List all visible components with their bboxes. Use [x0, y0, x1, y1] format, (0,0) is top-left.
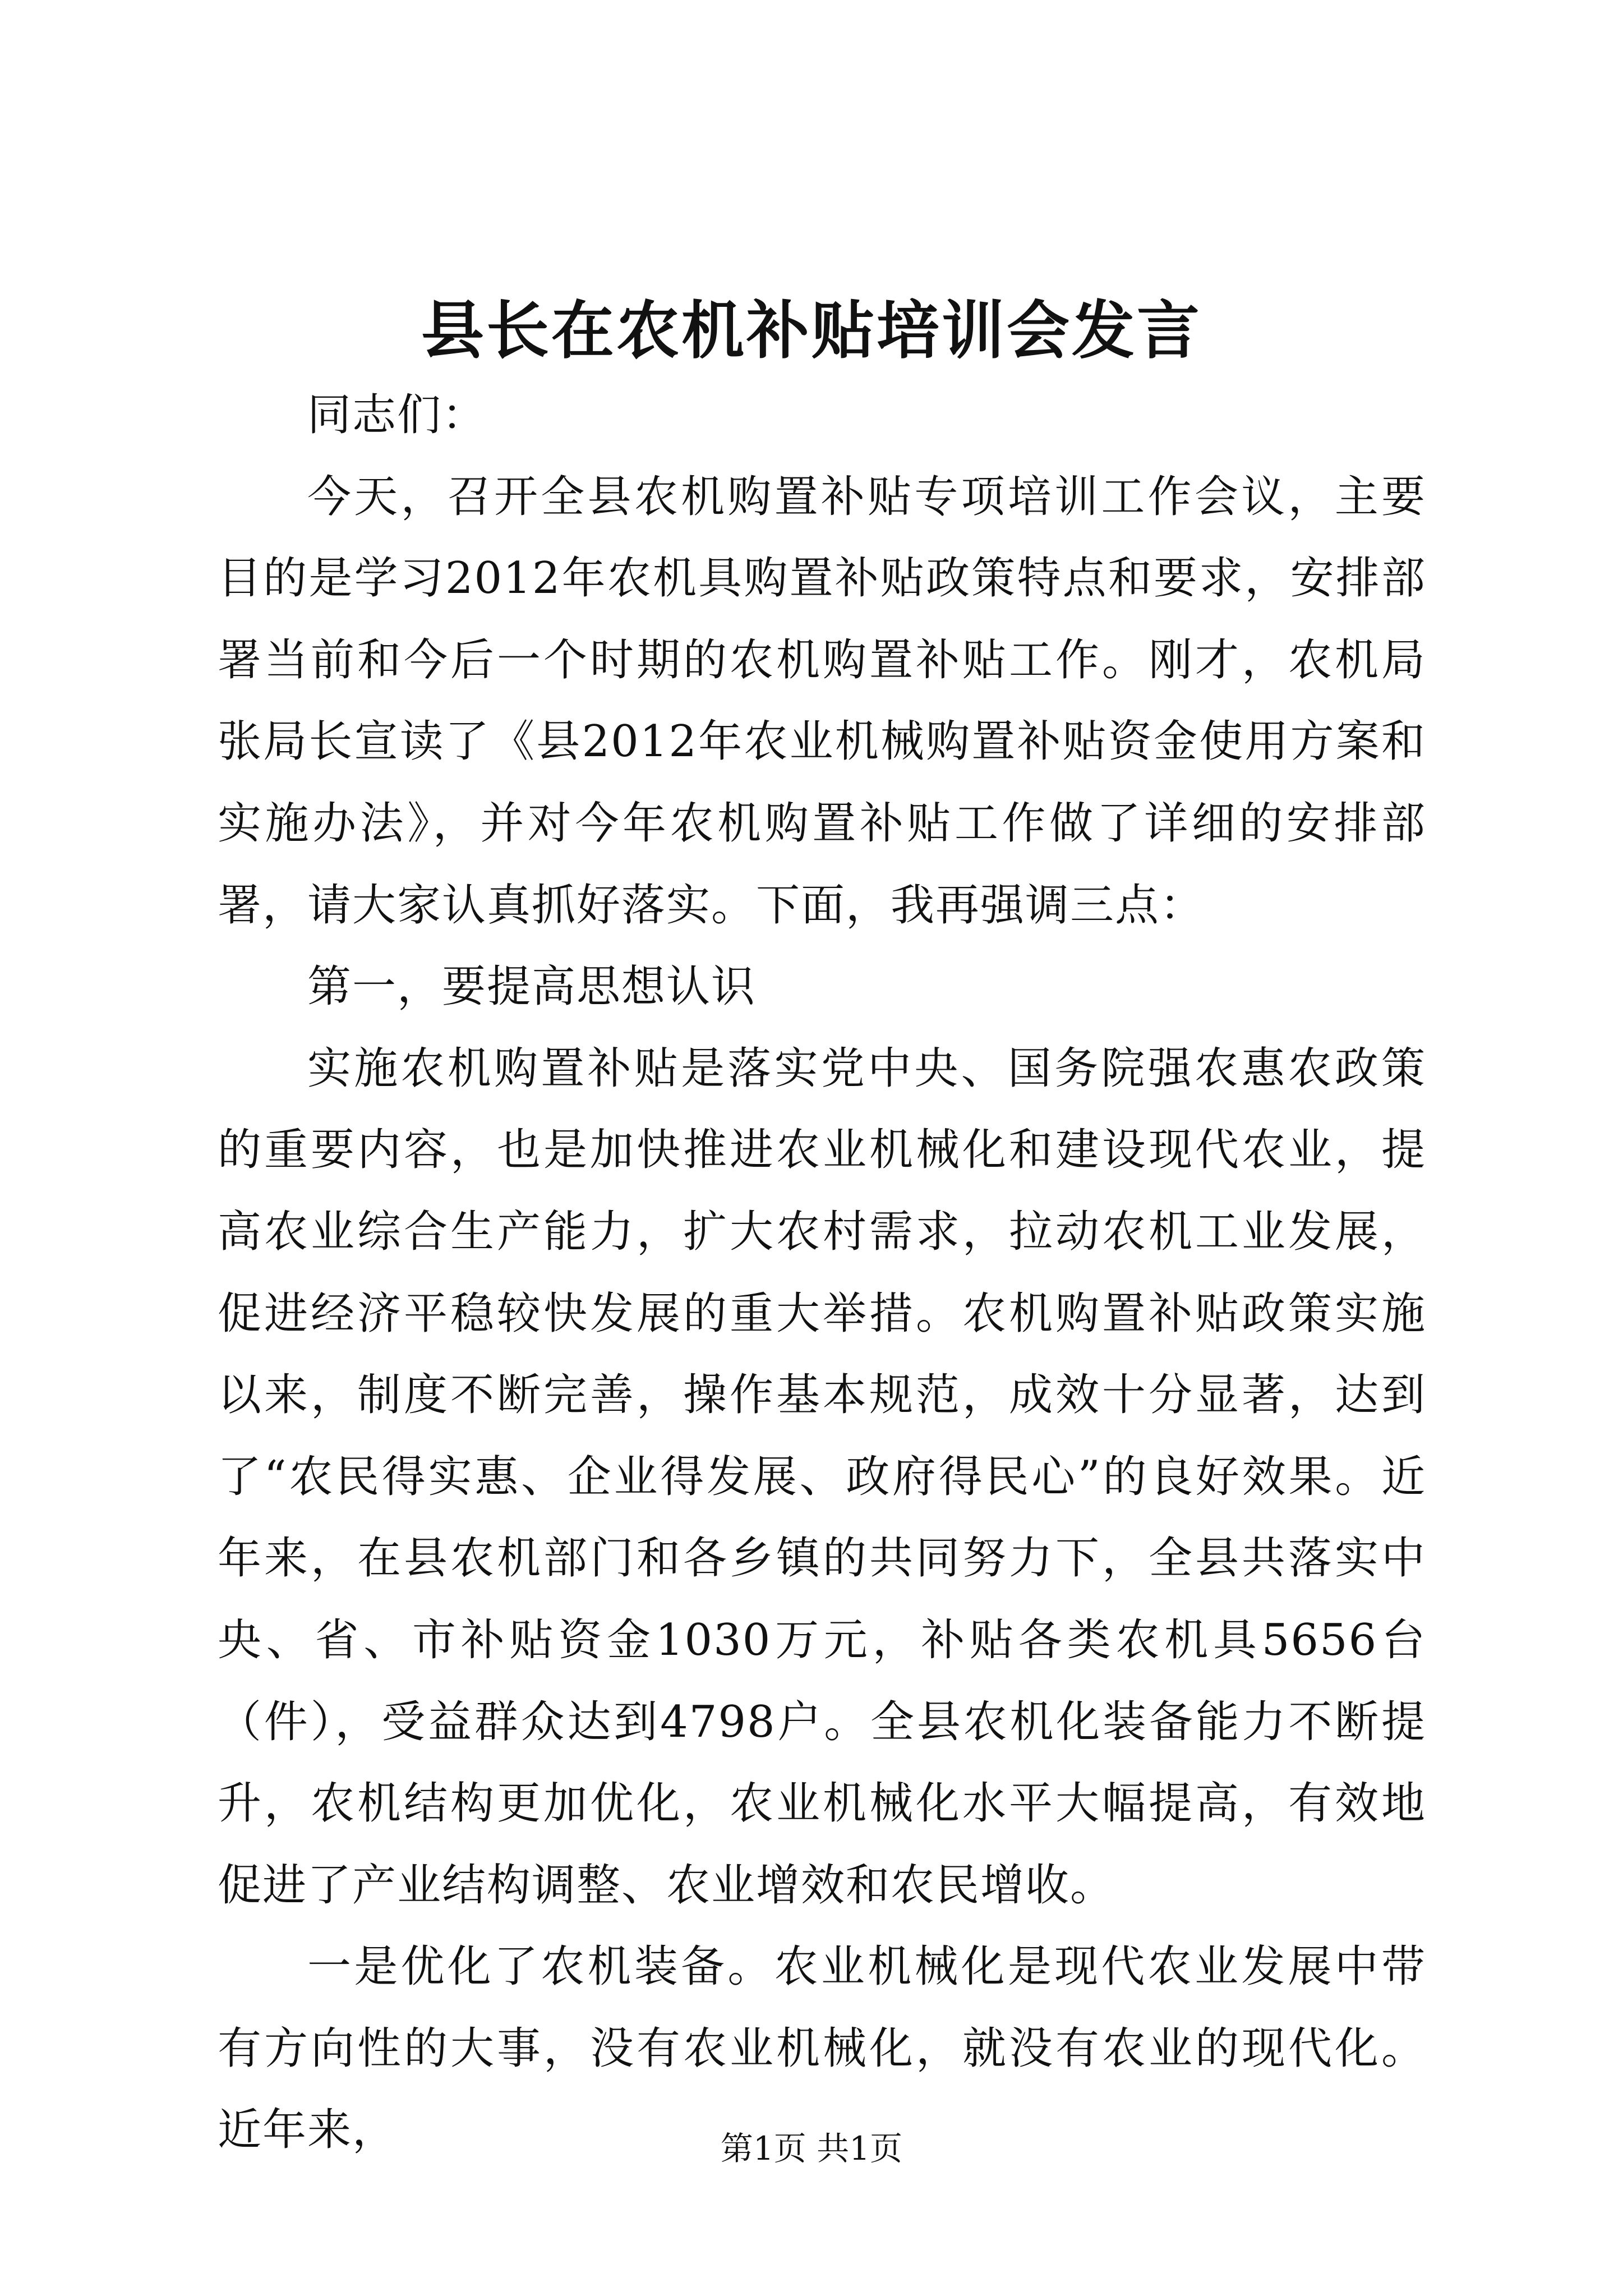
document-title: 县长在农机补贴培训会发言 [421, 294, 1202, 367]
body-paragraph: 实施农机购置补贴是落实党中央、国务院强农惠农政策的重要内容，也是加快推进农业机械化和建设现代农业，提高农业综合生产能力，扩大农村需求，拉动农机工业发展，促进经济平稳较快发展的重大举措。农机购置补贴政策实施以来，制度不断完善，操作基本规范，成效十分显著，达到了“农民得实惠、企业得发展、政府得民心”的良好效果。近年来，在县农机部门和各乡镇的共同努力下，全县共落实中央、省、市补贴资金1030万元，补贴各类农机具5656台（件），受益群众达到4798户。全县农机化装备能力不断提升，农机结构更加优化，农业机械化水平大幅提高，有效地促进了产业结构调整、农业增效和农民增收。 [218, 1043, 1426, 1911]
page-footer: 第1页 共1页 [720, 2129, 903, 2168]
body-paragraph: 一是优化了农机装备。农业机械化是现代农业发展中带有方向性的大事，没有农业机械化，就没有农业的现代化。近年来， [218, 1941, 1426, 2156]
salutation-paragraph: 同志们： [307, 390, 487, 440]
intro-paragraph: 今天，召开全县农机购置补贴专项培训工作会议，主要目的是学习2012年农机具购置补贴政策特点和要求，安排部署当前和今后一个时期的农机购置补贴工作。刚才，农机局张局长宣读了《县2012年农业机械购置补贴资金使用方案和实施办法》，并对今年农机购置补贴工作做了详细的安排部署，请大家认真抓好落实。下面，我再强调三点： [218, 471, 1426, 931]
section-heading: 第一，要提高思想认识 [307, 961, 757, 1013]
document-body [218, 375, 1426, 2171]
